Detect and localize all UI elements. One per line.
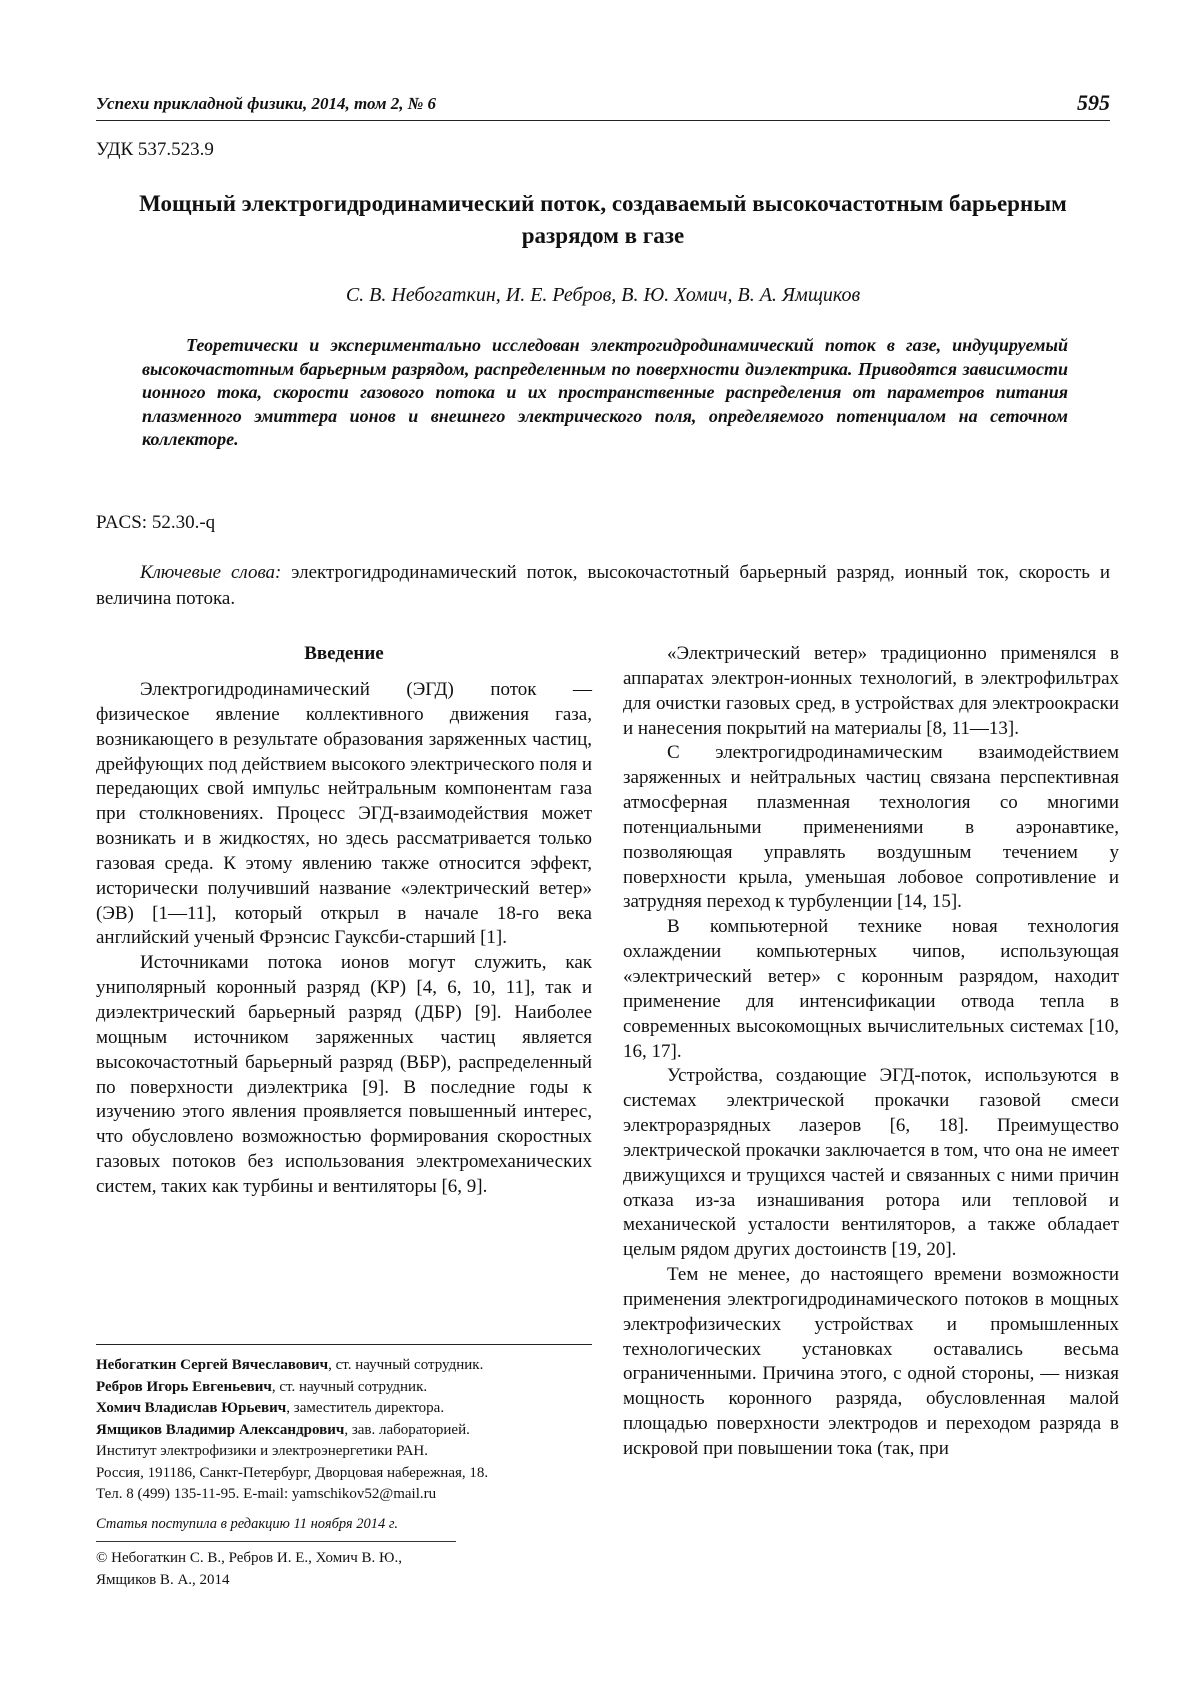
footnote-divider — [96, 1344, 592, 1345]
body-paragraph: «Электрический ветер» традиционно применялся в аппаратах электрон-ионных технологий, в электрофильтрах для очистки газовых сред, в устройствах для электроокраски и нанесения покрытий на материалы [8, 11—13]. — [623, 643, 1119, 739]
udc-code: УДК 537.523.9 — [96, 139, 214, 160]
body-paragraph: Электрогидродинамический (ЭГД) поток — физическое явление коллективного движения газа, возникающего в результате образования заряженных частиц, дрейфующих под действием высокого электрического поля и передающих свой импульс нейтральным компонентам газа при столкновениях. Процесс ЭГД-взаимодействия может возникать и в жидкостях, но здесь рассматривается только газовая среда. К этому явлению также относится эффект, исторически получивший название «электрический ветер» (ЭВ) [1—11], который открыл в начале 18-го века английский ученый Фрэнсис Гауксби-старший [1]. — [96, 679, 592, 949]
keywords-label: Ключевые слова: — [140, 562, 282, 583]
received-divider — [96, 1541, 456, 1542]
received-date: Статья поступила в редакцию 11 ноября 2014 г. — [96, 1515, 399, 1532]
footnote-author — [96, 1355, 596, 1377]
body-paragraph: Устройства, создающие ЭГД-поток, используются в системах электрической прокачки газовой смеси электроразрядных лазеров [6, 18]. Преимущество электрической прокачки заключается в том, что она не имеет движущихся и трущихся частей и связанных с ними причин отказа из-за изнашивания ротора или тепловой и механической усталости вентиляторов, а также обладает целым рядом других достоинств [19, 20]. — [623, 1065, 1119, 1261]
author-name: Хомич Владислав Юрьевич — [96, 1400, 287, 1416]
footnote-author — [96, 1420, 596, 1442]
author-name: Небогаткин Сергей Вячеславович — [96, 1357, 329, 1373]
page-number: 595 — [1077, 90, 1110, 115]
body-paragraph: Источниками потока ионов могут служить, как униполярный коронный разряд (КР) [4, 6, 10, 11], так и диэлектрический барьерный разряд (ДБР) [9]. Наиболее мощным источником заряженных частиц является высокочастотный барьерный разряд (ВБР), распределенный по поверхности диэлектрика [9]. В последние годы к изучению этого явления проявляется повышенный интерес, что обусловлено возможностью формирования скоростных газовых потоков без использования электромеханических систем, таких как турбины и вентиляторы [6, 9]. — [96, 952, 592, 1197]
author-name: Ямщиков Владимир Александрович — [96, 1421, 345, 1438]
copyright-line: © Небогаткин С. В., Ребров И. Е., Хомич В. Ю., — [96, 1550, 402, 1566]
institute: Институт электрофизики и электроэнергетики РАН. — [96, 1443, 428, 1459]
journal-reference: Успехи прикладной физики, 2014, том 2, № 6 — [96, 94, 437, 113]
body-paragraph: В компьютерной технике новая технология охлаждении компьютерных чипов, использующая «электрический ветер» с коронным разрядом, находит применение для интенсификации отвода тепла в современных высокомощных вычислительных системах [10, 16, 17]. — [623, 916, 1119, 1062]
body-paragraph: С электрогидродинамическим взаимодействием заряженных и нейтральных частиц связана перспективная атмосферная плазменная технология со многими потенциальными применениями в аэронавтике, позволяющая управлять воздушным течением у поверхности крыла, уменьшая лобовое сопротивление и затрудняя переход к турбуленции [14, 15]. — [623, 742, 1119, 913]
author-role: , ст. научный сотрудник. — [271, 1378, 428, 1395]
keywords — [96, 560, 1110, 612]
author-role: , зав. лабораторией. — [344, 1421, 470, 1438]
copyright-line: Ямщиков В. А., 2014 — [96, 1571, 230, 1588]
article-title: Мощный электрогидродинамический поток, создаваемый высокочастотным барьерным разрядом в газе — [139, 191, 1067, 248]
keywords-text: электрогидродинамический поток, высокочастотный барьерный разряд, ионный ток, скорость и величина потока. — [96, 562, 1110, 609]
running-head — [96, 90, 1110, 121]
footnote-author — [96, 1377, 596, 1399]
contact-info: Тел. 8 (499) 135-11-95. E-mail: yamschikov52@mail.ru — [96, 1486, 437, 1502]
pacs-code: PACS: 52.30.-q — [96, 512, 216, 533]
address: Россия, 191186, Санкт-Петербург, Дворцовая набережная, 18. — [96, 1464, 489, 1481]
author-role: , ст. научный сотрудник. — [328, 1357, 484, 1373]
left-column — [96, 642, 592, 1200]
footnote-author — [96, 1398, 596, 1420]
right-column — [623, 642, 1119, 1462]
author-list: С. В. Небогаткин, И. Е. Ребров, В. Ю. Хомич, В. А. Ямщиков — [345, 284, 861, 306]
author-footnotes — [96, 1355, 596, 1591]
body-paragraph: Тем не менее, до настоящего времени возможности применения электрогидродинамического потоков в мощных электрофизических устройствах и промышленных технологических установках оставались весьма ограниченными. Причина этого, с одной стороны, — низкая мощность коронного разряда, обусловленная малой площадью поверхности электродов и переходом разряда в искровой при повышении тока (так, при — [623, 1264, 1119, 1459]
abstract: Теоретически и экспериментально исследован электрогидродинамический поток в газе, индуцируемый высокочастотным барьерным разрядом, распределенным по поверхности диэлектрика. Приводятся зависимости ионного тока, скорости газового потока и их пространственные распределения от параметров питания плазменного эмиттера ионов и внешнего электрического поля, определяемого потенциалом на сеточном коллекторе. — [142, 335, 1068, 449]
author-role: , заместитель директора. — [286, 1400, 445, 1416]
author-name: Ребров Игорь Евгеньевич — [96, 1378, 272, 1395]
section-heading-introduction: Введение — [304, 643, 384, 664]
